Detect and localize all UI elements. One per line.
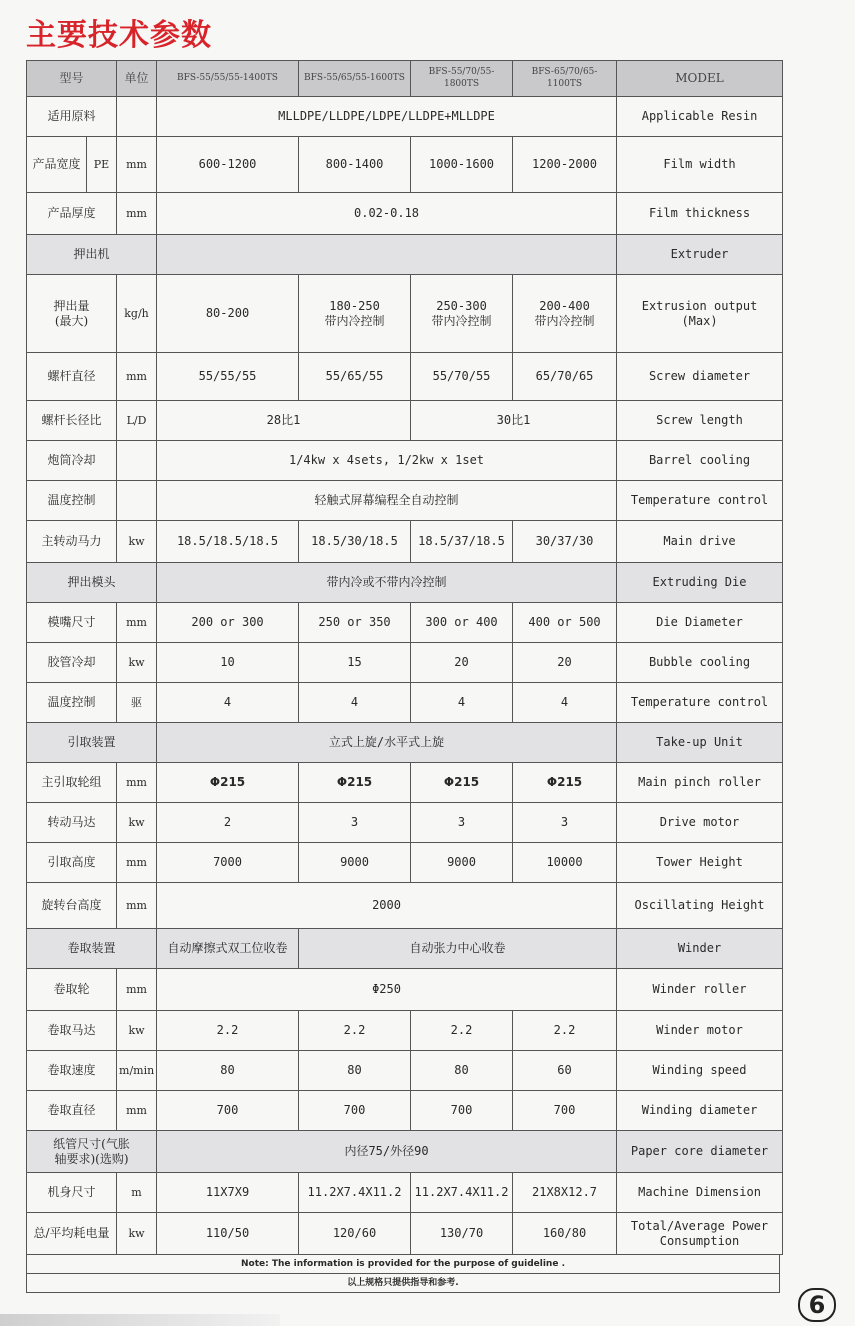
row-value-model-3: 250-300 带内冷控制: [411, 275, 513, 353]
table-row: [27, 235, 783, 275]
row-english-name: Temperature control: [617, 481, 783, 521]
header-model-2: BFS-55/65/55-1600TS: [299, 61, 411, 97]
row-value-model-2: 11.2X7.4X11.2: [299, 1173, 411, 1213]
row-unit: mm: [117, 1091, 157, 1131]
row-value-model-1: 2.2: [157, 1011, 299, 1051]
row-english-name: Take-up Unit: [617, 723, 783, 763]
row-value-model-3: 80: [411, 1051, 513, 1091]
row-english-name: Film width: [617, 137, 783, 193]
row-sub-label: PE: [87, 137, 117, 193]
row-value-models-2-4: 自动张力中心收卷: [299, 929, 617, 969]
row-value-model-4: Φ215: [513, 763, 617, 803]
row-value-model-1: 7000: [157, 843, 299, 883]
row-value-all-models: 立式上旋/水平式上旋: [157, 723, 617, 763]
table-row: [27, 723, 783, 763]
spec-table-container: [26, 60, 782, 1293]
row-section-name: 卷取装置: [27, 929, 157, 969]
row-parameter-name: 押出量 (最大): [27, 275, 117, 353]
row-parameter-name: 产品宽度: [27, 137, 87, 193]
table-row: [27, 603, 783, 643]
row-english-name: Bubble cooling: [617, 643, 783, 683]
row-unit: kw: [117, 643, 157, 683]
row-value-model-3: Φ215: [411, 763, 513, 803]
row-value-all-models: 内径75/外径90: [157, 1131, 617, 1173]
table-row: [27, 563, 783, 603]
table-row: [27, 843, 783, 883]
row-unit: mm: [117, 603, 157, 643]
table-row: [27, 1213, 783, 1255]
row-english-name: Screw length: [617, 401, 783, 441]
row-parameter-name: 螺杆长径比: [27, 401, 117, 441]
row-value-model-4: 20: [513, 643, 617, 683]
row-unit: kw: [117, 1213, 157, 1255]
row-unit: mm: [117, 969, 157, 1011]
row-english-name: Main pinch roller: [617, 763, 783, 803]
row-english-name: Winder motor: [617, 1011, 783, 1051]
table-row: [27, 1131, 783, 1173]
row-english-name: Applicable Resin: [617, 97, 783, 137]
table-row: [27, 803, 783, 843]
row-value-model-1: 700: [157, 1091, 299, 1131]
row-value-model-1: Φ215: [157, 763, 299, 803]
table-row: [27, 1051, 783, 1091]
row-value-model-2: 55/65/55: [299, 353, 411, 401]
row-unit: mm: [117, 193, 157, 235]
row-value-model-4: 60: [513, 1051, 617, 1091]
row-value-model-2: 9000: [299, 843, 411, 883]
row-parameter-name: 温度控制: [27, 683, 117, 723]
row-value-model-1: 600-1200: [157, 137, 299, 193]
row-unit: m/min: [117, 1051, 157, 1091]
table-row: [27, 275, 783, 353]
row-english-name: Tower Height: [617, 843, 783, 883]
row-value-model-3: 3: [411, 803, 513, 843]
row-value-model-2: 180-250 带内冷控制: [299, 275, 411, 353]
row-value-model-2: 15: [299, 643, 411, 683]
row-parameter-name: 引取高度: [27, 843, 117, 883]
row-value-model-2: 120/60: [299, 1213, 411, 1255]
row-value-all-models: 1/4kw x 4sets, 1/2kw x 1set: [157, 441, 617, 481]
row-value-model-3: 9000: [411, 843, 513, 883]
row-parameter-name: 适用原料: [27, 97, 117, 137]
table-row: [27, 763, 783, 803]
table-row: [27, 97, 783, 137]
table-row: [27, 883, 783, 929]
row-parameter-name: 模嘴尺寸: [27, 603, 117, 643]
row-value-model-2: 700: [299, 1091, 411, 1131]
note-chinese: 以上规格只提供指导和参考.: [27, 1273, 779, 1292]
row-value-model-1: 80-200: [157, 275, 299, 353]
table-row: [27, 353, 783, 401]
row-parameter-name: 胶管冷却: [27, 643, 117, 683]
row-value-model-4: 4: [513, 683, 617, 723]
table-row: [27, 929, 783, 969]
row-english-name: Paper core diameter: [617, 1131, 783, 1173]
row-unit: 驱: [117, 683, 157, 723]
row-value-model-4: 30/37/30: [513, 521, 617, 563]
table-row: [27, 643, 783, 683]
row-value-model-1: 自动摩擦式双工位收卷: [157, 929, 299, 969]
row-unit: [117, 97, 157, 137]
table-row: [27, 521, 783, 563]
table-row: [27, 441, 783, 481]
row-english-name: Extruding Die: [617, 563, 783, 603]
row-english-name: Extruder: [617, 235, 783, 275]
table-row: [27, 401, 783, 441]
row-english-name: Drive motor: [617, 803, 783, 843]
header-model-3: BFS-55/70/55-1800TS: [411, 61, 513, 97]
row-value-model-3: 11.2X7.4X11.2: [411, 1173, 513, 1213]
row-section-name: 纸管尺寸(气胀 轴要求)(选购): [27, 1131, 157, 1173]
row-parameter-name: 转动马达: [27, 803, 117, 843]
row-value-model-4: 21X8X12.7: [513, 1173, 617, 1213]
row-english-name: Machine Dimension: [617, 1173, 783, 1213]
row-english-name: Total/Average Power Consumption: [617, 1213, 783, 1255]
table-row: [27, 193, 783, 235]
row-value-model-1: 80: [157, 1051, 299, 1091]
table-row: [27, 1173, 783, 1213]
row-value-model-1: 200 or 300: [157, 603, 299, 643]
row-english-name: Extrusion output (Max): [617, 275, 783, 353]
row-value-model-3: 20: [411, 643, 513, 683]
row-parameter-name: 总/平均耗电量: [27, 1213, 117, 1255]
row-value-all-models: 0.02-0.18: [157, 193, 617, 235]
row-section-name: 押出机: [27, 235, 157, 275]
row-value-model-4: 160/80: [513, 1213, 617, 1255]
row-unit: mm: [117, 843, 157, 883]
row-value-model-2: 250 or 350: [299, 603, 411, 643]
row-unit: kg/h: [117, 275, 157, 353]
row-unit: kw: [117, 803, 157, 843]
row-unit: [117, 481, 157, 521]
header-unit-label: 单位: [117, 61, 157, 97]
row-unit: mm: [117, 763, 157, 803]
row-english-name: Winding diameter: [617, 1091, 783, 1131]
row-english-name: Main drive: [617, 521, 783, 563]
row-english-name: Film thickness: [617, 193, 783, 235]
row-parameter-name: 机身尺寸: [27, 1173, 117, 1213]
row-value-model-2: 800-1400: [299, 137, 411, 193]
row-value-model-4: 65/70/65: [513, 353, 617, 401]
row-section-name: 引取装置: [27, 723, 157, 763]
table-notes: [26, 1255, 780, 1293]
row-value-group-1: 28比1: [157, 401, 411, 441]
row-value-model-3: 130/70: [411, 1213, 513, 1255]
row-parameter-name: 卷取马达: [27, 1011, 117, 1051]
header-model-4: BFS-65/70/65-1100TS: [513, 61, 617, 97]
row-unit: L/D: [117, 401, 157, 441]
row-parameter-name: 产品厚度: [27, 193, 117, 235]
row-unit: kw: [117, 521, 157, 563]
row-value-model-2: 3: [299, 803, 411, 843]
page-number: 6: [798, 1288, 836, 1322]
row-value-all-models: 2000: [157, 883, 617, 929]
row-value-model-3: 2.2: [411, 1011, 513, 1051]
row-value-model-4: 10000: [513, 843, 617, 883]
row-english-name: Barrel cooling: [617, 441, 783, 481]
row-parameter-name: 主引取轮组: [27, 763, 117, 803]
row-value-group-2: 30比1: [411, 401, 617, 441]
table-row: [27, 1011, 783, 1051]
row-value-all-models: [157, 235, 617, 275]
row-unit: mm: [117, 137, 157, 193]
row-value-model-3: 4: [411, 683, 513, 723]
header-model-1: BFS-55/55/55-1400TS: [157, 61, 299, 97]
row-value-model-1: 10: [157, 643, 299, 683]
row-value-model-3: 700: [411, 1091, 513, 1131]
table-row: [27, 1091, 783, 1131]
row-value-model-2: 18.5/30/18.5: [299, 521, 411, 563]
row-value-all-models: Φ250: [157, 969, 617, 1011]
row-value-model-1: 4: [157, 683, 299, 723]
row-unit: mm: [117, 883, 157, 929]
row-parameter-name: 主转动马力: [27, 521, 117, 563]
row-value-model-1: 18.5/18.5/18.5: [157, 521, 299, 563]
row-value-all-models: MLLDPE/LLDPE/LDPE/LLDPE+MLLDPE: [157, 97, 617, 137]
row-value-model-2: Φ215: [299, 763, 411, 803]
row-parameter-name: 卷取直径: [27, 1091, 117, 1131]
row-english-name: Winder: [617, 929, 783, 969]
header-english-label: MODEL: [617, 61, 783, 97]
row-english-name: Winding speed: [617, 1051, 783, 1091]
table-row: [27, 683, 783, 723]
row-parameter-name: 卷取轮: [27, 969, 117, 1011]
row-value-model-3: 18.5/37/18.5: [411, 521, 513, 563]
row-english-name: Die Diameter: [617, 603, 783, 643]
row-parameter-name: 卷取速度: [27, 1051, 117, 1091]
row-value-model-1: 110/50: [157, 1213, 299, 1255]
row-value-model-1: 2: [157, 803, 299, 843]
row-value-all-models: 带内冷或不带内冷控制: [157, 563, 617, 603]
row-value-model-4: 400 or 500: [513, 603, 617, 643]
spec-table: [26, 60, 783, 1255]
row-english-name: Winder roller: [617, 969, 783, 1011]
page-title: 主要技术参数: [26, 18, 212, 53]
row-value-model-4: 2.2: [513, 1011, 617, 1051]
row-value-model-2: 2.2: [299, 1011, 411, 1051]
row-parameter-name: 温度控制: [27, 481, 117, 521]
row-value-all-models: 轻触式屏幕编程全自动控制: [157, 481, 617, 521]
row-unit: kw: [117, 1011, 157, 1051]
table-row: [27, 481, 783, 521]
row-value-model-1: 11X7X9: [157, 1173, 299, 1213]
row-english-name: Oscillating Height: [617, 883, 783, 929]
note-english: Note: The information is provided for the purpose of guideline .: [240, 1259, 565, 1269]
header-model-label: 型号: [27, 61, 117, 97]
row-unit: [117, 441, 157, 481]
row-value-model-3: 300 or 400: [411, 603, 513, 643]
row-value-model-2: 80: [299, 1051, 411, 1091]
table-row: [27, 137, 783, 193]
row-value-model-2: 4: [299, 683, 411, 723]
row-english-name: Temperature control: [617, 683, 783, 723]
row-value-model-1: 55/55/55: [157, 353, 299, 401]
row-value-model-4: 1200-2000: [513, 137, 617, 193]
row-value-model-3: 55/70/55: [411, 353, 513, 401]
row-unit: mm: [117, 353, 157, 401]
row-parameter-name: 螺杆直径: [27, 353, 117, 401]
row-value-model-4: 200-400 带内冷控制: [513, 275, 617, 353]
bottom-decoration: [0, 1314, 280, 1326]
row-parameter-name: 炮筒冷却: [27, 441, 117, 481]
row-unit: m: [117, 1173, 157, 1213]
row-section-name: 押出模头: [27, 563, 157, 603]
row-english-name: Screw diameter: [617, 353, 783, 401]
row-value-model-3: 1000-1600: [411, 137, 513, 193]
row-parameter-name: 旋转台高度: [27, 883, 117, 929]
row-value-model-4: 700: [513, 1091, 617, 1131]
row-value-model-4: 3: [513, 803, 617, 843]
table-header-row: [27, 61, 783, 97]
table-row: [27, 969, 783, 1011]
